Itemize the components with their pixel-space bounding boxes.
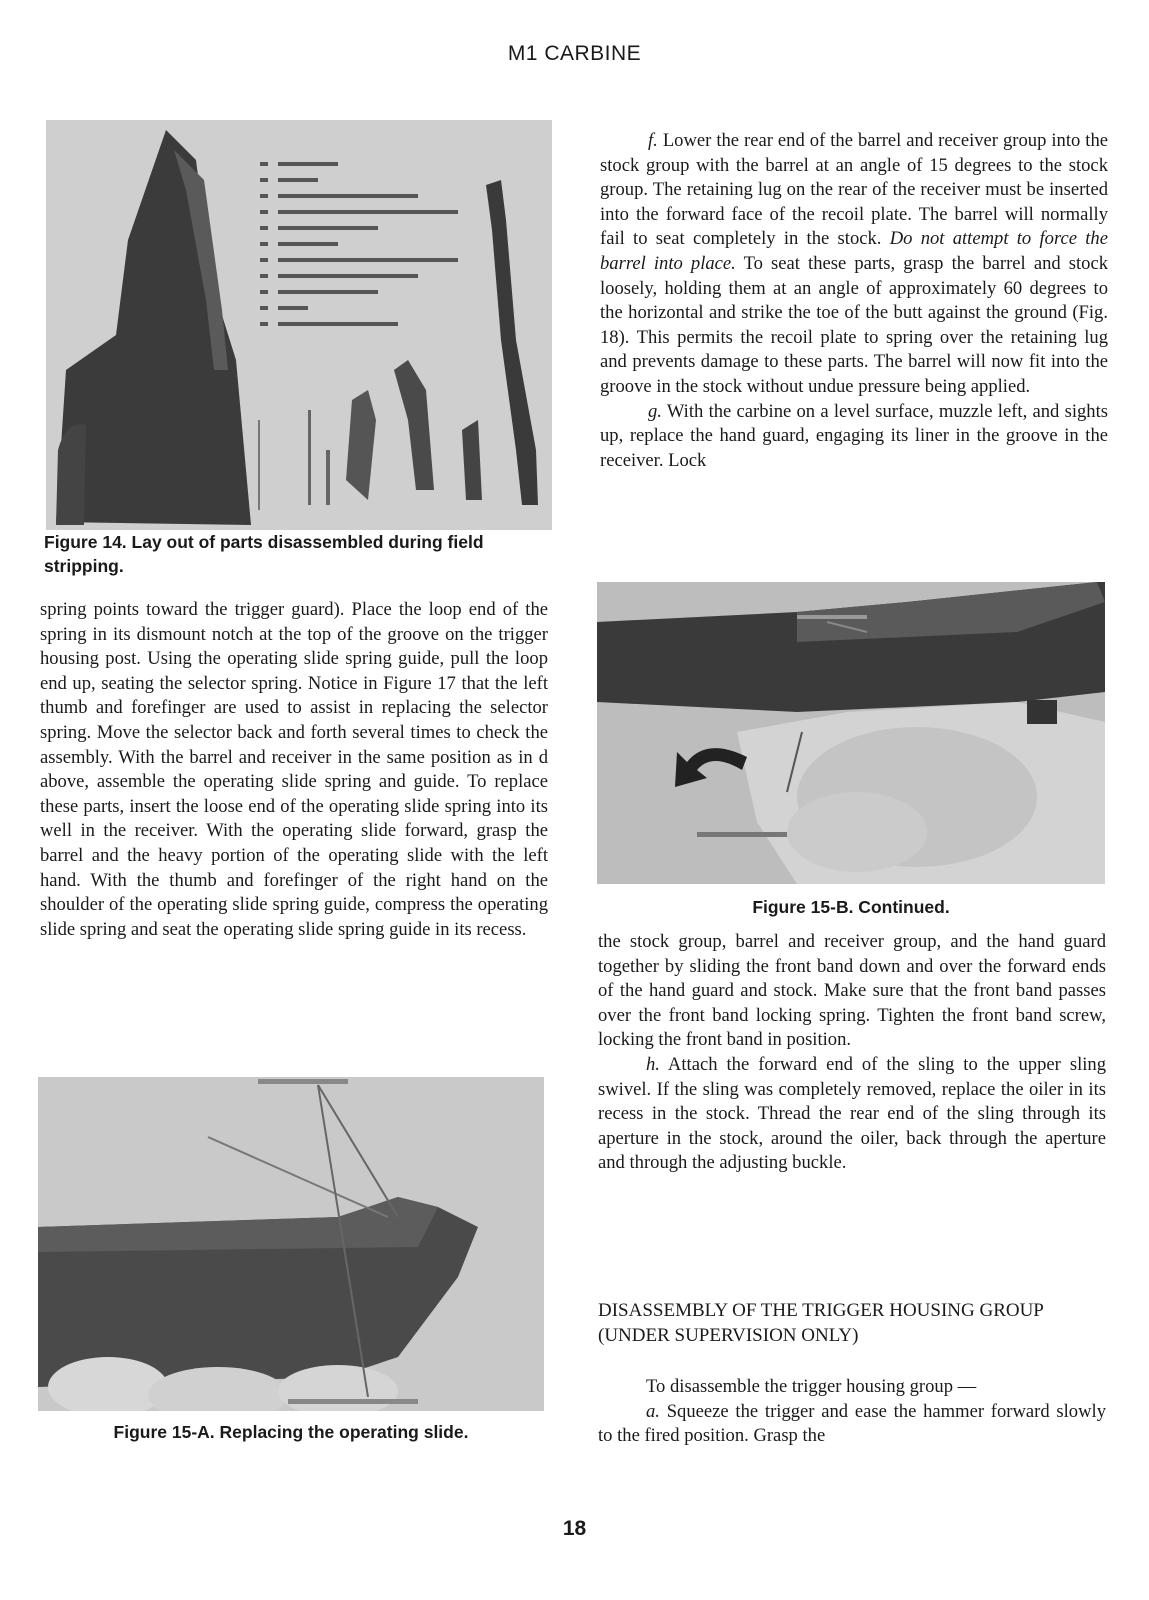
paragraph-a-text: Squeeze the trigger and ease the hammer forward slowly to the fired position. Grasp the [598, 1400, 1106, 1447]
paragraph-continued: the stock group, barrel and receiver group, and the hand guard together by sliding the front band down and over the forward ends of the hand guard and stock. Make sure that the front band passes over the front band locking spring. Tighten the front band screw, locking the front band in position. [598, 931, 1106, 1051]
paragraph-h [598, 1053, 1106, 1176]
page-header: M1 CARBINE [507, 42, 642, 65]
paragraph-f [600, 129, 1108, 400]
paragraph-g [600, 400, 1108, 474]
figure-15a-photo [38, 1077, 544, 1411]
paragraph-f-text-b: To seat these parts, grasp the barrel and stock loosely, holding them at an angle of approximately 60 degrees to the horizontal and strike the toe of the butt against the ground (Fig. 18). This permits the recoil plate to spring over the retaining lug and prevents damage to these parts. The barrel will now fit into the groove in the stock without undue pressure being applied. [600, 252, 1109, 397]
intro-paragraph: To disassemble the trigger housing group — [646, 1376, 977, 1397]
figure-14-caption: Figure 14. Lay out of parts disassembled during field stripping. [44, 532, 484, 576]
paragraph-f-text-a: Lower the rear end of the barrel and receiver group into the stock group with the barrel at an angle of 15 degrees to the stock group. The retaining lug on the rear of the receiver must be inserted into the forward face of the recoil plate. The barrel will normally fail to seat completely in the stock. [600, 130, 1108, 250]
section-heading: DISASSEMBLY OF THE TRIGGER HOUSING GROUP (UNDER SUPERVISION ONLY) [598, 1300, 1044, 1346]
operating-slide-illustration [38, 1077, 544, 1411]
paragraph-f-emphasis: Do not attempt to force the barrel into place. [600, 228, 1108, 274]
paragraph-h-letter: h. [646, 1053, 660, 1075]
paragraph-g-text: With the carbine on a level surface, muzzle left, and sights up, replace the hand guard, engaging its liner in the groove in the receiver. Lock [600, 400, 1108, 471]
figure-14-photo [46, 120, 552, 530]
hand-guard-illustration [597, 582, 1105, 884]
right-column-text-bottom [598, 930, 1106, 1176]
paragraph-h-text: Attach the forward end of the sling to the upper sling swivel. If the sling was completely removed, replace the oiler in its recess in the stock. Thread the rear end of the sling through its aperture in the stock, around the oiler, back through the aperture and through the adjusting buckle. [598, 1053, 1106, 1174]
disassembled-parts-illustration [46, 120, 552, 530]
figure-15a-caption: Figure 15-A. Replacing the operating slide. [113, 1422, 469, 1442]
left-paragraph: spring points toward the trigger guard). Place the loop end of the spring in its dismount notch at the top of the groove on the trigger housing post. Using the operating slide spring guide, pull the loop end up, seating the selector spring. Notice in Figure 17 that the left thumb and forefinger are used to assist in replacing the selector spring. Move the selector back and forth several times to check the assembly. With the barrel and receiver in the same position as in d above, assemble the operating slide spring and guide. To replace these parts, insert the loose end of the operating slide spring into its well in the receiver. With the operating slide forward, grasp the barrel and the heavy portion of the operating slide with the left hand. With the thumb and forefinger of the right hand on the shoulder of the operating slide spring guide, compress the operating slide spring and seat the operating slide spring guide in its recess. [40, 599, 548, 940]
figure-15b-photo [597, 582, 1105, 884]
paragraph-g-letter: g. [648, 400, 662, 422]
paragraph-a-letter: a. [646, 1400, 660, 1422]
paragraph-a [598, 1400, 1106, 1449]
figure-15b-caption: Figure 15-B. Continued. [752, 897, 950, 917]
right-column-text-final [598, 1375, 1106, 1449]
paragraph-f-letter: f. [648, 130, 658, 151]
left-column-text [40, 598, 548, 942]
right-column-text-top [600, 129, 1108, 473]
page-number: 18 [562, 1517, 587, 1540]
